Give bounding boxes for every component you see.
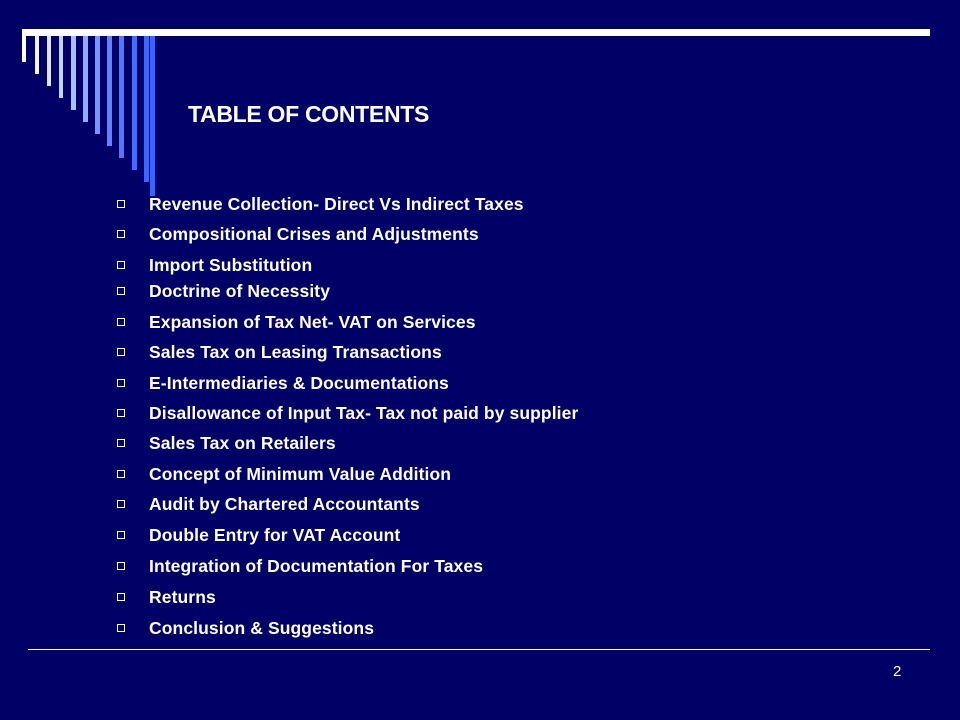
toc-item-label: Concept of Minimum Value Addition bbox=[149, 463, 452, 484]
square-bullet-icon bbox=[117, 261, 125, 269]
toc-item-label: Double Entry for VAT Account bbox=[149, 524, 401, 545]
toc-item bbox=[117, 432, 336, 454]
toc-item bbox=[117, 555, 483, 577]
slide-title: TABLE OF CONTENTS bbox=[188, 101, 430, 127]
toc-item-label: Import Substitution bbox=[149, 254, 313, 275]
page-number: 2 bbox=[893, 663, 902, 680]
toc-item-label: Integration of Documentation For Taxes bbox=[149, 555, 484, 576]
square-bullet-icon bbox=[117, 348, 125, 356]
toc-item bbox=[117, 372, 449, 394]
toc-item-label: Doctrine of Necessity bbox=[149, 280, 331, 301]
toc-item bbox=[117, 463, 451, 485]
toc-item-label: Conclusion & Suggestions bbox=[149, 617, 375, 638]
toc-item bbox=[117, 341, 442, 363]
square-bullet-icon bbox=[117, 287, 125, 295]
toc-item bbox=[117, 617, 374, 639]
bottom-divider-line bbox=[28, 649, 930, 650]
square-bullet-icon bbox=[117, 230, 125, 238]
toc-item-label: Returns bbox=[149, 586, 216, 607]
toc-item bbox=[117, 402, 578, 424]
toc-item-label: Disallowance of Input Tax- Tax not paid by supplier bbox=[149, 402, 579, 423]
square-bullet-icon bbox=[117, 500, 125, 508]
toc-item-label: Revenue Collection- Direct Vs Indirect Taxes bbox=[149, 193, 524, 214]
toc-item bbox=[117, 586, 216, 608]
toc-item-label: Expansion of Tax Net- VAT on Services bbox=[149, 311, 476, 332]
toc-item bbox=[117, 524, 400, 546]
square-bullet-icon bbox=[117, 624, 125, 632]
toc-item-label: Sales Tax on Leasing Transactions bbox=[149, 341, 442, 362]
toc-item bbox=[117, 193, 524, 215]
square-bullet-icon bbox=[117, 379, 125, 387]
toc-item bbox=[117, 280, 330, 302]
toc-item bbox=[117, 254, 312, 276]
square-bullet-icon bbox=[117, 439, 125, 447]
square-bullet-icon bbox=[117, 200, 125, 208]
square-bullet-icon bbox=[117, 562, 125, 570]
toc-item bbox=[117, 493, 420, 515]
square-bullet-icon bbox=[117, 593, 125, 601]
square-bullet-icon bbox=[117, 409, 125, 417]
toc-item-label: Sales Tax on Retailers bbox=[149, 432, 336, 453]
square-bullet-icon bbox=[117, 531, 125, 539]
square-bullet-icon bbox=[117, 318, 125, 326]
toc-item-label: Compositional Crises and Adjustments bbox=[149, 223, 479, 244]
square-bullet-icon bbox=[117, 470, 125, 478]
toc-item-label: E-Intermediaries & Documentations bbox=[149, 372, 449, 393]
toc-item bbox=[117, 311, 476, 333]
toc-item bbox=[117, 223, 479, 245]
toc-item-label: Audit by Chartered Accountants bbox=[149, 493, 420, 514]
